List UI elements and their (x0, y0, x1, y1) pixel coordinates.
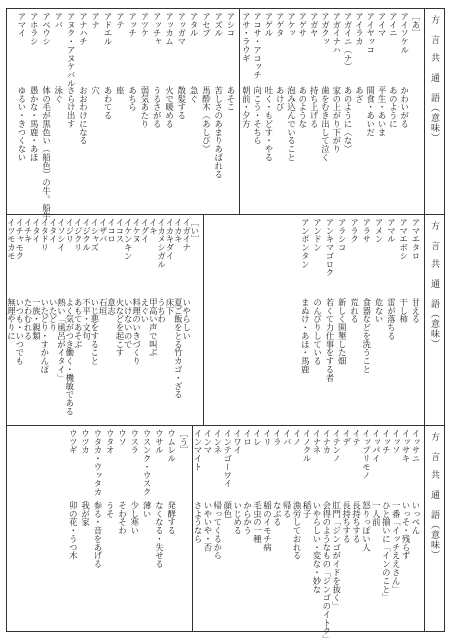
common-meaning: そわそわ (117, 501, 128, 535)
dialect-word: アヌク・アヌケバル (66, 12, 77, 88)
common-meaning: 熱い「風呂がイタイ」 (56, 298, 67, 382)
common-meaning: まぬけ・あほ・馬鹿 (300, 298, 311, 374)
dictionary-entry (354, 12, 365, 211)
dialect-word: イコロ (106, 218, 117, 244)
dialect-word: アガヤ (309, 12, 320, 38)
dictionary-entry (412, 429, 422, 628)
common-meaning: 料理のいきづくり (131, 298, 142, 366)
dialect-word: インマ (202, 429, 213, 455)
dictionary-entry (200, 12, 212, 211)
common-meaning: 帰ってくるから (212, 501, 223, 560)
dialect-word: アケッ (286, 12, 297, 38)
dialect-word: ウサル (154, 429, 165, 455)
dialect-word: アンポンタン (300, 218, 311, 269)
dialect-word: ウタオ (105, 429, 116, 455)
common-meaning: いじめる (232, 501, 243, 535)
dialect-header: 方 言 (429, 221, 439, 251)
dialect-word: ウツカ (80, 429, 91, 455)
common-language-header: 共 通 語（意味） (429, 470, 439, 560)
common-meaning: さらけ出す (66, 86, 77, 128)
dictionary-entry (397, 218, 409, 422)
dialect-word: アメン (374, 218, 385, 244)
dictionary-entry (320, 12, 331, 211)
common-meaning: あのような (297, 86, 308, 128)
common-language-header: 共 通 語（意味） (429, 53, 439, 143)
dialect-word: イロ (242, 429, 253, 446)
dictionary-entry (77, 12, 89, 211)
dictionary-entry (79, 429, 91, 628)
dictionary-entry (385, 218, 397, 422)
common-meaning: 怒りっぽい人 (361, 501, 372, 552)
common-meaning: 干し柿 (398, 298, 409, 324)
dialect-word: イナカ (321, 429, 332, 455)
dialect-word: アマエタロ (411, 218, 421, 260)
dictionary-entry (332, 12, 343, 211)
dialect-word: アガイナハ (331, 12, 342, 54)
dialect-word: アセプ (201, 12, 212, 38)
dialect-word: ウツギ (68, 429, 79, 455)
dictionary-entry (126, 12, 138, 211)
dictionary-entry (299, 218, 311, 422)
common-meaning: 参る・音をあげる (92, 501, 103, 569)
common-meaning: 吐く・もどす・やる (263, 86, 274, 162)
dialect-word: イケンキン (123, 218, 134, 260)
entry-group-left (6, 218, 201, 422)
dictionary-band (7, 425, 444, 644)
dialect-word: アンドン (312, 218, 323, 252)
dialect-word: アテ (115, 12, 126, 29)
dialect-word: イコス (114, 218, 125, 244)
common-meaning: 一族・親類 (31, 298, 42, 340)
common-meaning: 発酵する (166, 501, 177, 535)
dialect-word: イナネ (311, 429, 322, 455)
dialect-word: アラサ (361, 218, 372, 244)
dialect-word: アッカム (164, 12, 175, 46)
dialect-word: イチキ (23, 218, 34, 244)
dictionary-band (7, 214, 444, 425)
common-meaning: 甲高い声で叫ぶ (148, 298, 159, 357)
dialect-word: ［い］ (190, 218, 200, 244)
common-meaning (178, 501, 190, 627)
dialect-word: アゲタ (275, 12, 286, 38)
dictionary-entry (365, 12, 376, 211)
dialect-word: アンキマゴロク (324, 218, 335, 277)
dictionary-entry (141, 429, 153, 628)
dialect-word: イバ (282, 429, 293, 446)
common-meaning: 朝前・夕方 (241, 86, 252, 128)
dictionary-entry (273, 429, 283, 628)
dialect-word: アゲサ (297, 12, 308, 38)
dictionary-entry (114, 12, 126, 211)
dialect-word: ウスンク・ウスク (142, 429, 153, 497)
dialect-word: イカメシガル (156, 218, 167, 269)
dictionary-entry (212, 12, 224, 211)
common-meaning: おおわけになる (78, 86, 89, 145)
entry-group-left (9, 12, 237, 221)
dialect-word: アイマ (377, 12, 388, 38)
dialect-word: ウスラ (129, 429, 140, 455)
dialect-word: アイソケル (399, 12, 410, 54)
common-meaning: 火などを起こす (114, 298, 125, 357)
common-meaning: 夏ご飯をとる竹カゴ・ざる (173, 298, 184, 399)
common-meaning: うそ (105, 501, 116, 518)
dialect-word: イデ (341, 429, 352, 446)
common-meaning: いっぺん (411, 501, 421, 535)
dictionary-entry (324, 218, 336, 422)
dialect-word: アラシコ (337, 218, 348, 252)
dictionary-entry (129, 429, 141, 628)
dictionary-entry (373, 218, 385, 422)
common-meaning: 甘える (411, 298, 421, 324)
common-meaning: からかう (242, 501, 253, 535)
common-meaning: 向こう・そちら (252, 86, 263, 145)
dictionary-entry (298, 12, 309, 211)
common-meaning: さようなら (193, 501, 204, 543)
dictionary-entry (176, 12, 188, 211)
dictionary-entry (178, 429, 190, 628)
common-meaning: 穴 (90, 86, 101, 95)
common-meaning: 平生・あいま (377, 86, 388, 137)
dialect-word: イレ (252, 429, 263, 446)
common-meaning: 一人前 (371, 501, 382, 527)
dialect-word: イッソ (391, 429, 402, 455)
dictionary-entry (151, 12, 163, 211)
dialect-word: アサ・ラウギ (241, 12, 252, 63)
common-meaning: 愚かな・馬鹿・あほ (29, 86, 40, 162)
common-meaning: 泡み込んでいること (286, 86, 297, 162)
column-header (424, 215, 444, 425)
column-header (424, 9, 444, 214)
common-meaning: ひと揃いに「インのこと」 (381, 501, 392, 602)
common-meaning: 座 (115, 86, 126, 95)
dialect-word: イグイ (139, 218, 150, 244)
common-meaning: 我が家 (80, 501, 91, 527)
dictionary-entry (190, 218, 201, 422)
dialect-word: アマル (386, 218, 397, 244)
dialect-word: イッサニ (411, 429, 421, 463)
dialect-word: アラク (349, 218, 360, 244)
dialect-word: ウタカ・ウッタカ (92, 429, 103, 497)
dialect-word: アマエボシ (398, 218, 409, 260)
dialect-word: アマイ (16, 12, 27, 38)
dialect-word: イジクル (81, 218, 92, 252)
dialect-word: アガクッ (320, 12, 331, 46)
dictionary-frame (6, 8, 445, 644)
common-meaning: 顔色 (222, 501, 233, 518)
dialect-word: ウソ (117, 429, 128, 446)
common-meaning: たわむれる (23, 298, 34, 340)
dictionary-entry (241, 12, 252, 211)
dictionary-entry (264, 12, 275, 211)
common-meaning: 少し寒い (129, 501, 140, 535)
dialect-word: アコサ・アコッチ (252, 12, 263, 80)
common-meaning: 毛虫の一種 (252, 501, 263, 543)
common-meaning: 持ち上げる (309, 86, 320, 128)
common-meaning: あのように（な） (343, 86, 354, 154)
common-meaning: 石垣 (98, 298, 109, 315)
common-meaning: ゆるい・きつくない (16, 86, 27, 162)
dialect-word: イリ (262, 429, 273, 446)
dialect-word: インテゴーワイ (222, 429, 233, 488)
common-meaning: 弱気あたり (139, 86, 150, 128)
dictionary-entry (98, 218, 109, 422)
common-meaning: なくなる・失せる (154, 501, 165, 569)
dialect-word: イタイ (48, 218, 59, 244)
dialect-word: イカキ (173, 218, 184, 244)
common-meaning: よく気がつき働く・機敏である (64, 298, 75, 416)
dialect-word: アタル (189, 12, 200, 38)
common-meaning: のんびりしている (312, 298, 323, 366)
common-meaning: 肛門「ジンゴがイドを抜く」 (331, 501, 342, 611)
common-meaning: うるさがる (152, 86, 163, 128)
common-meaning: 漁労しておれる (292, 501, 303, 560)
dialect-word: アガイニ（ナ） (343, 12, 354, 71)
dictionary-entry (53, 12, 65, 211)
dictionary-entry (410, 218, 422, 422)
dictionary-entry (40, 12, 52, 221)
common-meaning: 荒れる (349, 298, 360, 324)
dictionary-entry (165, 429, 177, 628)
common-meaning: あのように (388, 86, 399, 128)
dialect-word: アドエル (103, 12, 114, 46)
entry-group-right (205, 218, 422, 422)
dialect-word: アナハチ (78, 12, 89, 46)
dictionary-entry (311, 218, 323, 422)
common-meaning: 無理やりに (6, 298, 17, 340)
common-meaning: いっそ・残らず (401, 501, 412, 560)
common-meaning: いたどり・すかんぽ (39, 298, 50, 374)
common-meaning: いたどり (48, 298, 59, 332)
dialect-word: イラ (272, 429, 283, 446)
common-language-header: 共 通 語（意味） (429, 259, 439, 349)
common-meaning: あそこ (226, 86, 236, 112)
dictionary-entry (264, 429, 274, 628)
common-meaning: いやらしい・変な・妙な (311, 501, 322, 594)
dialect-word: イツモカモ (6, 218, 17, 260)
dictionary-entry (411, 12, 422, 211)
dictionary-entry (153, 429, 165, 628)
common-meaning: 薄い (142, 501, 153, 518)
dialect-word: アズル (213, 12, 224, 38)
common-meaning: なぶる (272, 501, 283, 527)
dialect-header: 方 言 (429, 15, 439, 45)
dialect-word: アナ (90, 12, 101, 29)
dialect-word: アゲル (263, 12, 274, 38)
common-meaning: 床下 (164, 298, 175, 315)
common-meaning: 一番「イッチええさん」 (391, 501, 402, 594)
dialect-word: イテ (351, 429, 362, 446)
dictionary-entry (399, 12, 410, 211)
common-meaning: 火で暖める (164, 86, 175, 128)
dictionary-entry (188, 12, 200, 211)
dialect-word: ［う］ (179, 429, 189, 455)
dialect-word: ［あ］ (411, 12, 421, 38)
common-meaning: 若くて力仕事をする者 (324, 298, 335, 382)
common-meaning: 長持ちする (341, 501, 352, 543)
dialect-word: イケヌ (131, 218, 142, 244)
dialect-word: イシャズ (89, 218, 100, 252)
dialect-word: イップリモノ (361, 429, 372, 480)
dictionary-entry (225, 12, 237, 211)
dictionary-entry (102, 12, 114, 211)
dictionary-entry (343, 12, 354, 211)
dialect-word: アツケ (139, 12, 150, 38)
common-meaning: あわてる (103, 86, 114, 120)
dialect-word: イテンノ (331, 429, 342, 463)
common-meaning: いやらしい (181, 298, 192, 340)
entry-group-left (9, 429, 190, 628)
column-divider (203, 215, 204, 425)
dialect-word: アホラシ (29, 12, 40, 46)
dictionary-entry (65, 12, 77, 211)
dictionary-entry (89, 12, 101, 211)
common-meaning: あけび (275, 86, 286, 112)
dialect-word: イワイ (232, 429, 243, 455)
common-meaning: あちら (127, 86, 138, 112)
dictionary-entry (252, 12, 263, 211)
dictionary-entry (16, 12, 28, 211)
common-meaning: 体の毛が黒色い（船色）の牛。船牛 (41, 86, 52, 221)
common-meaning: いつも・いつでも (14, 298, 25, 366)
common-meaning (411, 86, 422, 209)
dialect-word: イッパイ (371, 429, 382, 463)
dialect-word: インネ (212, 429, 223, 455)
common-meaning: 意志 (106, 298, 117, 315)
common-meaning: 卯の花・うつ木 (68, 501, 79, 560)
dictionary-entry (336, 218, 348, 422)
dialect-word: イキ (148, 218, 159, 235)
dialect-word: イジクリ (73, 218, 84, 252)
dialect-word: イカキダイ (164, 218, 175, 260)
common-meaning: 間食・あいだ (365, 86, 376, 137)
dialect-word: アイニ (388, 12, 399, 38)
common-meaning: うちわ (156, 298, 167, 324)
dialect-word: イッサキ (401, 429, 412, 463)
dialect-word: イノクル (302, 429, 313, 463)
dialect-word: アッチャ (152, 12, 163, 46)
dialect-header: 方 言 (429, 432, 439, 462)
entry-group-right (193, 429, 422, 644)
dialect-word: アイラカ (354, 12, 365, 46)
common-meaning: あざ (354, 86, 365, 103)
common-meaning: 稲のイモチ病 (262, 501, 273, 552)
dictionary-band (7, 9, 444, 221)
dictionary-entry (377, 12, 388, 211)
column-header (424, 426, 444, 631)
dictionary-entry (275, 12, 286, 211)
dialect-word: アバ (53, 12, 64, 29)
dialect-word: イチャモク (14, 218, 25, 260)
dialect-word: イソシイ (56, 218, 67, 252)
common-meaning: 歯をむき出して泣く (320, 86, 331, 162)
common-meaning: 馬酔木（あしび） (201, 86, 212, 154)
common-meaning: いじ悪をすること (89, 298, 100, 366)
dictionary-entry (104, 429, 116, 628)
dictionary-entry (28, 12, 40, 211)
dialect-word: ウムレル (166, 429, 177, 463)
dictionary-entry (309, 12, 320, 211)
common-meaning: 食器などを洗うこと (361, 298, 372, 374)
common-meaning: 稲子 (302, 501, 313, 518)
dialect-word: イジリ (64, 218, 75, 244)
dictionary-entry (286, 12, 297, 211)
common-meaning: 不平・文句 (81, 298, 92, 340)
dialect-word: イタドリ (39, 218, 50, 252)
dictionary-entry (388, 12, 399, 211)
common-meaning: えぐい (139, 298, 150, 324)
common-meaning: 帰る (282, 501, 293, 518)
dialect-word: アベウシ (41, 12, 52, 46)
common-meaning: いやいや・否 (202, 501, 213, 552)
dictionary-entry (67, 429, 79, 628)
dialect-word: アッガマ (176, 12, 187, 46)
dictionary-entry (92, 429, 104, 628)
common-meaning: 雷が落ちる (386, 298, 397, 340)
dialect-word: アシコ (226, 12, 236, 38)
common-meaning: 泳ぐ (53, 86, 64, 103)
common-meaning: あもてあそぶ (73, 298, 84, 349)
common-meaning: 新しく開墾した畑 (337, 298, 348, 366)
common-meaning: かわいがる (399, 86, 410, 128)
common-meaning: 散髪する (176, 86, 187, 120)
dialect-word: アッチ (127, 12, 138, 38)
common-meaning: 急ぐ (189, 86, 200, 103)
dictionary-entry (361, 218, 373, 422)
dialect-word: イッチ (381, 429, 392, 455)
common-meaning (193, 298, 201, 421)
dialect-word: アイヤッコ (365, 12, 376, 54)
common-meaning: 会得のようなもの「ジンゴのイトク」 (321, 501, 332, 644)
dictionary-entry (163, 12, 175, 211)
dictionary-entry (116, 429, 128, 628)
dialect-word: イノ (292, 429, 303, 446)
dictionary-entry (139, 12, 151, 211)
dialect-word: イザバ (98, 218, 109, 244)
common-meaning: 苦しさのあまりあばれる (213, 86, 224, 179)
common-meaning: 長持ちする (351, 501, 362, 543)
dialect-word: イガイナ (181, 218, 192, 252)
dictionary-entry (348, 218, 360, 422)
dialect-word: インマイト (193, 429, 204, 471)
common-meaning: いけないので (123, 298, 134, 349)
dictionary-entry (89, 218, 101, 422)
common-meaning: 家の上がり下がり (331, 86, 342, 154)
dictionary-entry (181, 218, 192, 422)
entry-group-right (241, 12, 422, 211)
common-meaning: 危ない (374, 298, 385, 324)
dialect-word: イタイ (31, 218, 42, 244)
